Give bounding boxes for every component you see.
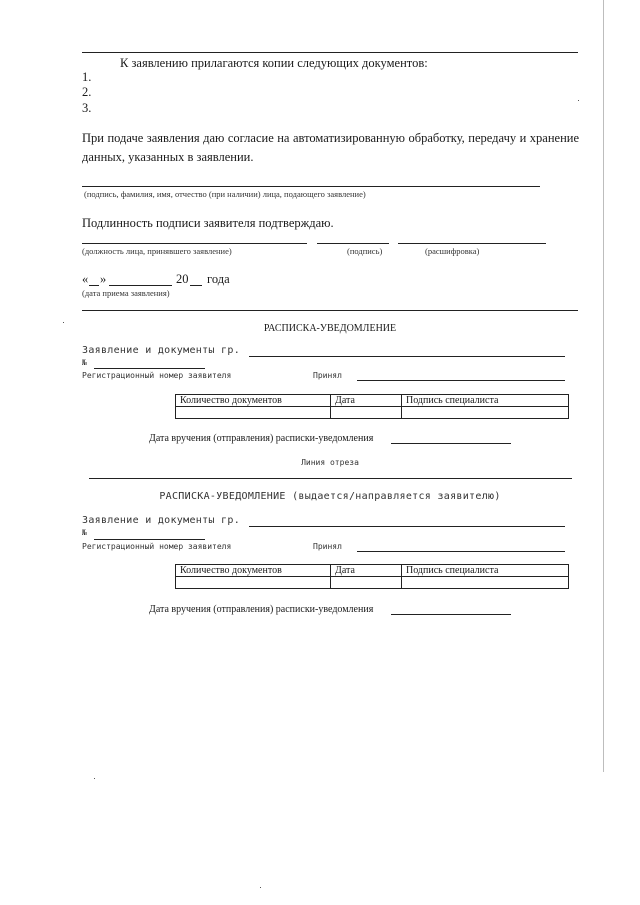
date-caption: (дата приема заявления) xyxy=(82,288,170,298)
scan-speck xyxy=(94,778,95,779)
receipt2-number-blank xyxy=(94,539,205,540)
receipt1-delivery-label: Дата вручения (отправления) расписки-уведомления xyxy=(149,433,374,444)
receipt1-docs-label: Заявление и документы гр. xyxy=(82,345,241,356)
table-cell xyxy=(402,577,569,589)
cut-line xyxy=(89,478,572,479)
verification-decoding-line xyxy=(398,243,546,244)
receipt2-delivery-blank xyxy=(391,614,511,615)
date-year-blank xyxy=(190,285,202,286)
verification-text: Подлинность подписи заявителя подтверждаю. xyxy=(82,216,334,230)
receipt1-delivery-blank xyxy=(391,443,511,444)
table-header-cell: Дата xyxy=(331,395,402,407)
receipt1-docs-blank xyxy=(249,356,565,357)
receipt1-number-label: № xyxy=(82,358,87,367)
attachment-item: 1. xyxy=(82,70,92,84)
receipt2-title: РАСПИСКА-УВЕДОМЛЕНИЕ (выдается/направляется заявителю) xyxy=(159,491,501,502)
receipt2-docs-label: Заявление и документы гр. xyxy=(82,515,241,526)
verification-position-caption: (должность лица, принявшего заявление) xyxy=(82,246,232,256)
verification-decoding-caption: (расшифровка) xyxy=(425,246,480,256)
table-cell xyxy=(331,407,402,419)
receipt1-reg-label: Регистрационный номер заявителя xyxy=(82,371,232,380)
section-divider xyxy=(82,310,578,311)
consent-signature-caption: (подпись, фамилия, имя, отчество (при наличии) лица, подающего заявление) xyxy=(84,189,366,199)
cut-line-label: Линия отреза xyxy=(301,458,359,467)
table-header-row xyxy=(176,565,569,577)
table-row xyxy=(176,577,569,589)
top-rule xyxy=(82,52,578,53)
receipt1-number-blank xyxy=(94,368,205,369)
date-close-quote: » xyxy=(100,272,107,286)
attachments-intro: К заявлению прилагаются копии следующих документов: xyxy=(120,56,428,70)
table-cell xyxy=(176,577,331,589)
receipt2-docs-blank xyxy=(249,526,565,527)
scan-speck xyxy=(578,100,579,101)
table-cell xyxy=(331,577,402,589)
date-month-blank xyxy=(109,285,172,286)
attachment-item: 2. xyxy=(82,85,92,99)
table-header-cell: Количество документов xyxy=(176,395,331,407)
receipt2-delivery-label: Дата вручения (отправления) расписки-уведомления xyxy=(149,604,374,615)
consent-text: При подаче заявления даю согласие на автоматизированную обработку, передачу и хранение данных, указанных в заявлении. xyxy=(82,131,579,164)
date-day-blank xyxy=(89,285,99,286)
table-row xyxy=(176,407,569,419)
verification-position-line xyxy=(82,243,307,244)
consent-signature-line xyxy=(82,186,540,187)
table-header-cell: Дата xyxy=(331,565,402,577)
table-header-cell: Подпись специалиста xyxy=(402,565,569,577)
date-open-quote: « xyxy=(82,272,89,286)
receipt2-number-label: № xyxy=(82,528,87,537)
date-year-suffix: года xyxy=(207,272,230,286)
receipt1-accepted-blank xyxy=(357,380,565,381)
attachment-item: 3. xyxy=(82,101,92,115)
table-header-cell: Количество документов xyxy=(176,565,331,577)
scan-edge-line xyxy=(603,0,604,772)
receipt2-table xyxy=(175,564,569,589)
table-cell xyxy=(176,407,331,419)
table-header-row xyxy=(176,395,569,407)
date-year-prefix: 20 xyxy=(176,272,189,286)
scan-speck xyxy=(260,887,261,888)
verification-signature-line xyxy=(317,243,389,244)
receipt2-accepted-blank xyxy=(357,551,565,552)
receipt1-title: РАСПИСКА-УВЕДОМЛЕНИЕ xyxy=(263,323,397,334)
verification-signature-caption: (подпись) xyxy=(347,246,383,256)
receipt1-table xyxy=(175,394,569,419)
receipt2-reg-label: Регистрационный номер заявителя xyxy=(82,542,232,551)
receipt1-accepted-label: Принял xyxy=(313,371,342,380)
table-header-cell: Подпись специалиста xyxy=(402,395,569,407)
table-cell xyxy=(402,407,569,419)
receipt2-accepted-label: Принял xyxy=(313,542,342,551)
